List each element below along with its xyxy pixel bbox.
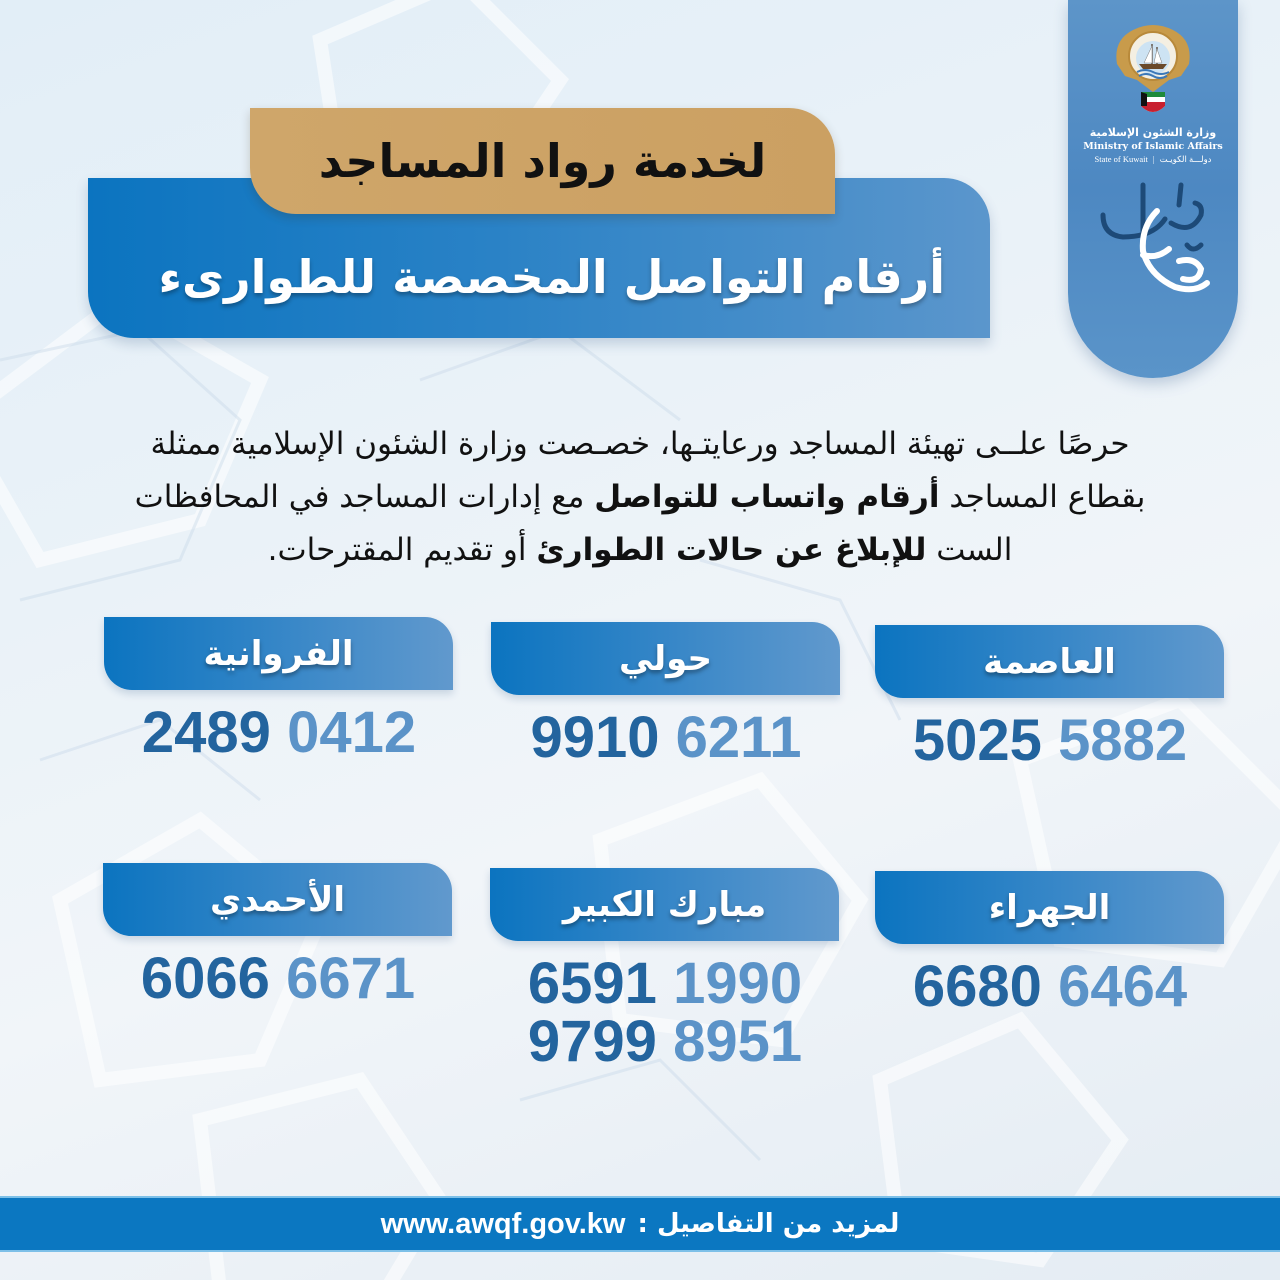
governorate-name: حولي	[619, 638, 712, 679]
footer-bar	[0, 1196, 1280, 1252]
phone-number[interactable]: 6680 6464	[912, 954, 1188, 1019]
intro-bold-emergency: للإبلاغ عن حالات الطوارئ	[536, 532, 927, 568]
state-english: State of Kuwait	[1094, 154, 1148, 164]
phone-number[interactable]: 9910 6211	[530, 705, 802, 770]
governorate-card-mubarak-al-kabeer	[490, 868, 840, 1074]
state-separator: |	[1152, 154, 1155, 164]
intro-text-3: أو تقديم المقترحات.	[267, 532, 537, 568]
phone-number[interactable]: 6066 6671	[140, 946, 416, 1011]
intro-bold-whatsapp: أرقام واتساب للتواصل	[594, 479, 940, 515]
phone-number[interactable]: 6591 1990	[527, 951, 803, 1016]
intro-text-2: مع إدارات المساجد في المحافظات الست	[134, 479, 1013, 568]
phone-number-secondary[interactable]: 9799 8951	[527, 1009, 803, 1074]
governorate-card-capital	[875, 625, 1225, 773]
governorate-name: مبارك الكبير	[562, 884, 767, 925]
tagline: لخدمة رواد المساجد	[318, 134, 767, 188]
ministry-name-arabic: وزارة الشئون الإسلامية	[1089, 126, 1217, 139]
ramadan-calligraphy-icon	[1083, 175, 1223, 315]
card-header	[490, 868, 839, 941]
ministry-name-english: Ministry of Islamic Affairs	[1083, 141, 1223, 152]
state-arabic: دولـــة الكويـت	[1159, 154, 1212, 164]
ministry-state-line	[1095, 154, 1212, 165]
page-title: أرقام التواصل المخصصة للطوارىء	[158, 250, 945, 304]
card-header	[103, 863, 452, 936]
governorate-name: الأحمدي	[209, 879, 346, 920]
governorate-card-jahra	[875, 871, 1225, 1019]
intro-paragraph	[110, 418, 1170, 577]
card-header	[875, 871, 1224, 944]
card-header	[104, 617, 453, 690]
phone-number[interactable]: 5025 5882	[912, 708, 1188, 773]
governorate-name: العاصمة	[983, 641, 1116, 682]
governorate-card-ahmadi	[103, 863, 453, 1011]
governorate-name: الفروانية	[203, 633, 354, 674]
footer-label: لمزيد من التفاصيل :	[637, 1209, 900, 1239]
kuwait-emblem-icon	[1111, 20, 1195, 120]
card-header	[875, 625, 1224, 698]
governorate-card-hawalli	[491, 622, 841, 770]
website-link[interactable]: www.awqf.gov.kw	[380, 1207, 626, 1240]
governorate-card-farwaniya	[104, 617, 454, 765]
intro-text-1: حرصًا علــى تهيئة المساجد ورعايتـها، خصـصت وزارة الشئون الإسلامية ممثلة بقطاع المساجد	[150, 426, 1146, 515]
governorate-name: الجهراء	[988, 887, 1111, 928]
ministry-ribbon	[1068, 0, 1238, 378]
phone-number[interactable]: 2489 0412	[141, 700, 417, 765]
card-header	[491, 622, 840, 695]
tagline-banner	[250, 108, 835, 214]
